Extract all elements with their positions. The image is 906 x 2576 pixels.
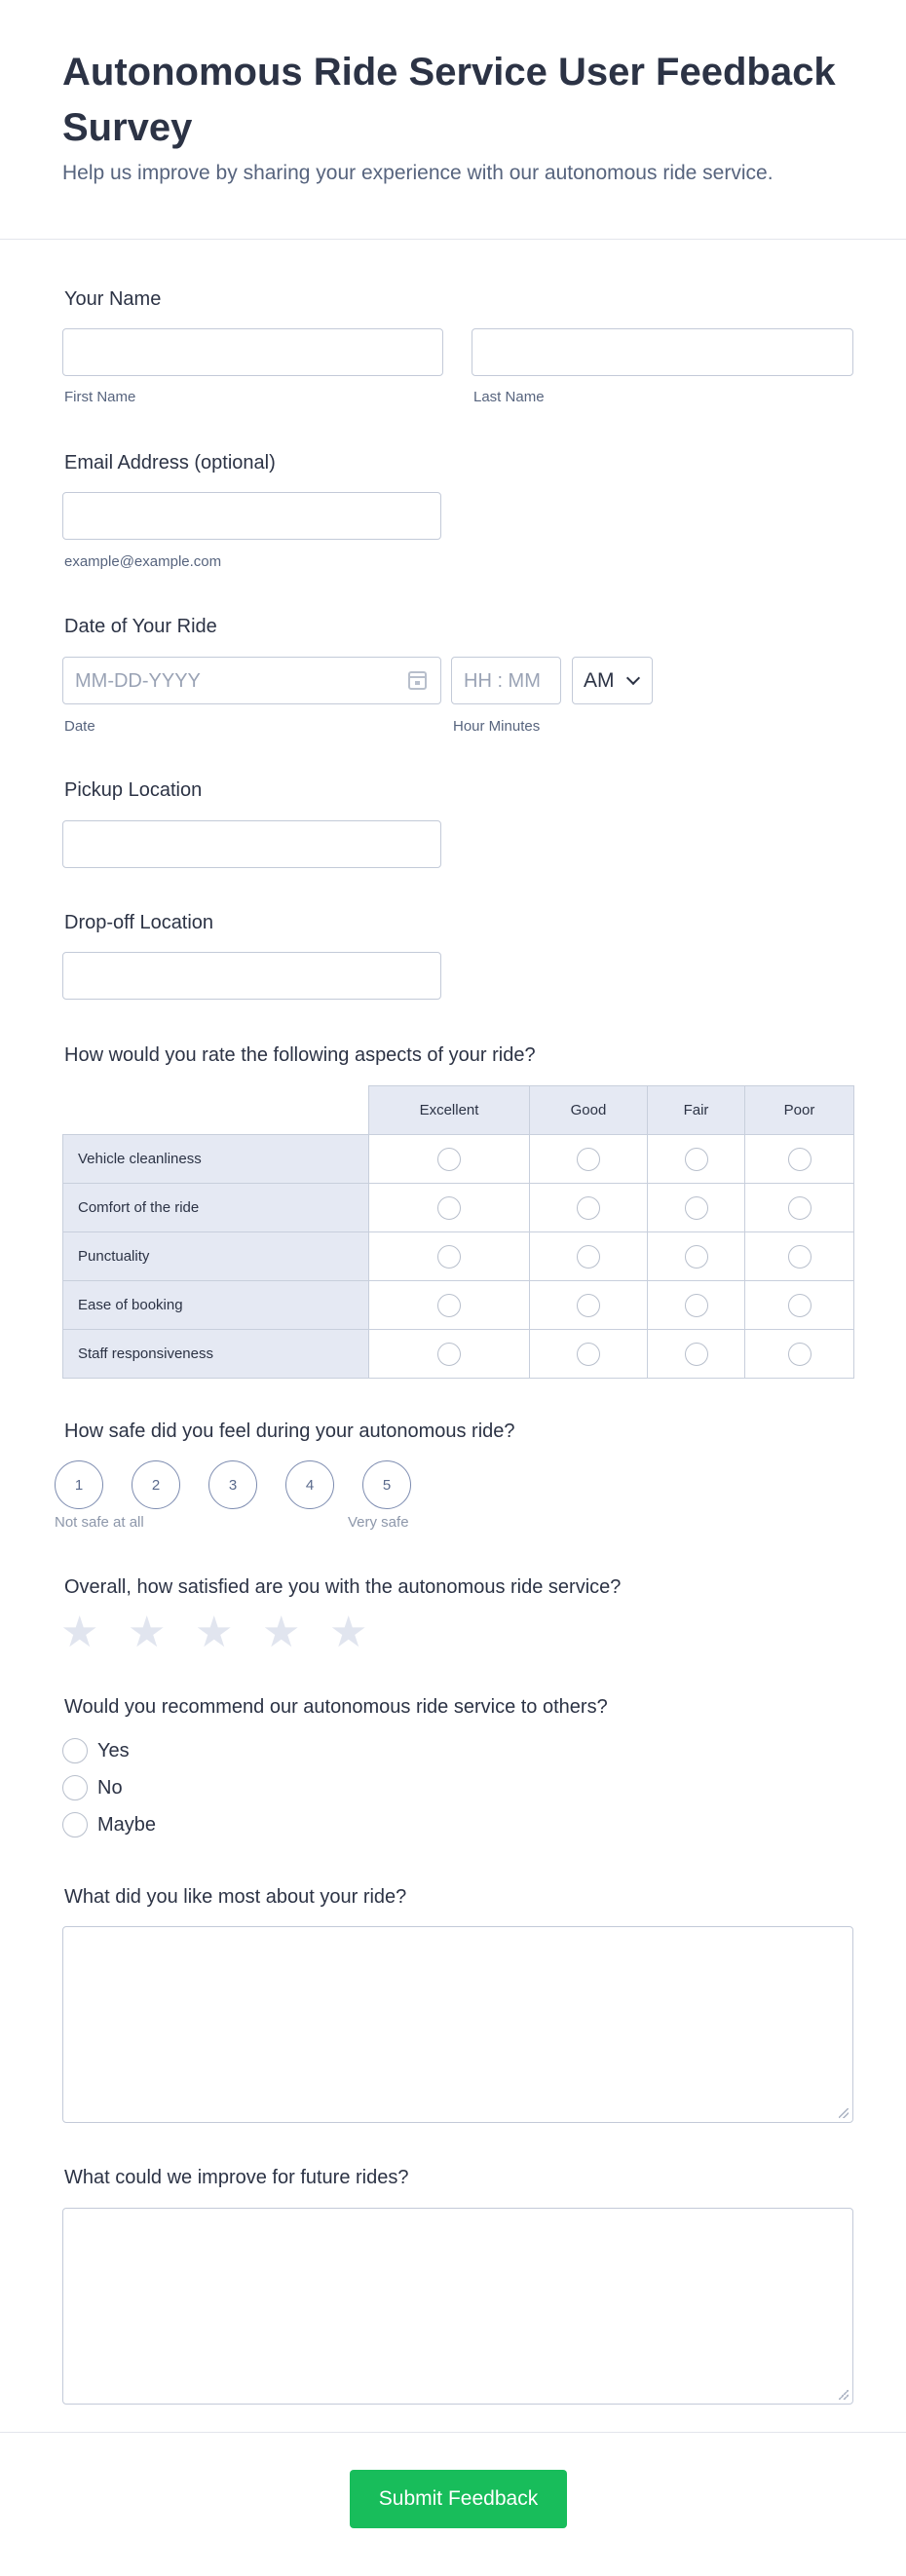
submit-button[interactable]: Submit Feedback <box>350 2470 567 2528</box>
matrix-row <box>63 1184 854 1232</box>
liked-most-label: What did you like most about your ride? <box>64 1886 407 1908</box>
matrix-row-label: Comfort of the ride <box>63 1184 369 1232</box>
star-icon[interactable]: ★ <box>128 1609 167 1656</box>
matrix-cell <box>530 1135 648 1184</box>
matrix-cell <box>530 1184 648 1232</box>
calendar-icon[interactable] <box>408 671 427 690</box>
matrix-row-label: Staff responsiveness <box>63 1330 369 1379</box>
matrix-cell <box>369 1232 530 1281</box>
scale-high-caption: Very safe <box>348 1514 409 1531</box>
matrix-row <box>63 1232 854 1281</box>
matrix-column-header: Poor <box>745 1086 854 1135</box>
page-subtitle: Help us improve by sharing your experience with our autonomous ride service. <box>62 162 774 184</box>
matrix-column-header: Good <box>530 1086 648 1135</box>
matrix-cell <box>530 1232 648 1281</box>
matrix-radio[interactable] <box>577 1294 600 1317</box>
matrix-cell <box>369 1281 530 1330</box>
matrix-radio[interactable] <box>788 1343 812 1366</box>
star-icon[interactable]: ★ <box>60 1609 99 1656</box>
scale-option-2[interactable]: 2 <box>132 1460 180 1509</box>
matrix-row <box>63 1330 854 1379</box>
date-placeholder: MM-DD-YYYY <box>75 670 201 692</box>
recommend-option-label[interactable]: Maybe <box>97 1814 157 1836</box>
recommend-radio[interactable] <box>62 1775 88 1800</box>
matrix-row-label: Punctuality <box>63 1232 369 1281</box>
matrix-cell <box>369 1330 530 1379</box>
matrix-radio[interactable] <box>577 1343 600 1366</box>
last-name-input[interactable] <box>472 328 853 376</box>
matrix-cell <box>530 1330 648 1379</box>
matrix-column-header: Excellent <box>369 1086 530 1135</box>
pickup-label: Pickup Location <box>64 779 203 801</box>
dropoff-input[interactable] <box>62 952 441 1000</box>
matrix-radio[interactable] <box>577 1245 600 1269</box>
date-sublabel: Date <box>64 718 95 735</box>
email-label: Email Address (optional) <box>64 452 276 474</box>
rating-matrix <box>62 1085 854 1379</box>
matrix-cell <box>648 1135 745 1184</box>
matrix-cell <box>745 1330 854 1379</box>
matrix-radio[interactable] <box>437 1196 461 1220</box>
matrix-radio[interactable] <box>437 1294 461 1317</box>
safety-question: How safe did you feel during your autonomous ride? <box>64 1421 515 1442</box>
scale-option-1[interactable]: 1 <box>55 1460 103 1509</box>
chevron-down-icon <box>626 671 640 685</box>
footer-divider <box>0 2432 906 2433</box>
matrix-radio[interactable] <box>788 1196 812 1220</box>
matrix-radio[interactable] <box>437 1245 461 1269</box>
recommend-option-label[interactable]: Yes <box>97 1740 130 1762</box>
matrix-corner <box>63 1086 369 1135</box>
recommend-question: Would you recommend our autonomous ride service to others? <box>64 1696 608 1718</box>
scale-option-4[interactable]: 4 <box>285 1460 334 1509</box>
matrix-radio[interactable] <box>437 1343 461 1366</box>
matrix-cell <box>745 1232 854 1281</box>
matrix-radio[interactable] <box>577 1196 600 1220</box>
improve-label: What could we improve for future rides? <box>64 2167 409 2188</box>
first-name-sublabel: First Name <box>64 389 136 405</box>
satisfaction-question: Overall, how satisfied are you with the autonomous ride service? <box>64 1576 622 1598</box>
time-sublabel: Hour Minutes <box>453 718 541 735</box>
improve-textarea[interactable] <box>62 2208 853 2405</box>
dropoff-label: Drop-off Location <box>64 912 214 933</box>
matrix-radio[interactable] <box>788 1148 812 1171</box>
matrix-radio[interactable] <box>685 1294 708 1317</box>
matrix-radio[interactable] <box>685 1245 708 1269</box>
matrix-cell <box>648 1330 745 1379</box>
ampm-value: AM <box>584 669 615 692</box>
scale-option-5[interactable]: 5 <box>362 1460 411 1509</box>
matrix-cell <box>648 1232 745 1281</box>
matrix-radio[interactable] <box>788 1294 812 1317</box>
date-input[interactable] <box>62 657 441 704</box>
star-icon[interactable]: ★ <box>195 1609 234 1656</box>
matrix-radio[interactable] <box>437 1148 461 1171</box>
matrix-cell <box>648 1281 745 1330</box>
matrix-radio[interactable] <box>685 1196 708 1220</box>
matrix-cell <box>369 1184 530 1232</box>
matrix-column-header: Fair <box>648 1086 745 1135</box>
recommend-radio[interactable] <box>62 1812 88 1837</box>
matrix-cell <box>530 1281 648 1330</box>
last-name-sublabel: Last Name <box>473 389 545 405</box>
rating-question: How would you rate the following aspects of your ride? <box>64 1044 536 1066</box>
matrix-radio[interactable] <box>685 1343 708 1366</box>
time-placeholder: HH : MM <box>464 670 541 692</box>
matrix-radio[interactable] <box>788 1245 812 1269</box>
name-label: Your Name <box>64 288 162 310</box>
matrix-cell <box>369 1135 530 1184</box>
resize-handle-icon[interactable] <box>839 2108 849 2118</box>
matrix-radio[interactable] <box>685 1148 708 1171</box>
liked-most-textarea[interactable] <box>62 1926 853 2123</box>
scale-low-caption: Not safe at all <box>55 1514 144 1531</box>
matrix-cell <box>745 1184 854 1232</box>
star-icon[interactable]: ★ <box>262 1609 301 1656</box>
first-name-input[interactable] <box>62 328 443 376</box>
recommend-radio[interactable] <box>62 1738 88 1763</box>
email-input[interactable] <box>62 492 441 540</box>
matrix-row-label: Vehicle cleanliness <box>63 1135 369 1184</box>
recommend-option-label[interactable]: No <box>97 1777 123 1799</box>
ride-date-label: Date of Your Ride <box>64 616 217 637</box>
matrix-radio[interactable] <box>577 1148 600 1171</box>
scale-option-3[interactable]: 3 <box>208 1460 257 1509</box>
matrix-cell <box>745 1281 854 1330</box>
matrix-row <box>63 1281 854 1330</box>
matrix-cell <box>745 1135 854 1184</box>
matrix-row <box>63 1135 854 1184</box>
matrix-row-label: Ease of booking <box>63 1281 369 1330</box>
star-icon[interactable]: ★ <box>329 1609 368 1656</box>
email-sublabel: example@example.com <box>64 553 222 570</box>
form-header <box>0 0 906 240</box>
ampm-select[interactable] <box>572 657 653 704</box>
time-input[interactable] <box>451 657 561 704</box>
page-title: Autonomous Ride Service User Feedback Survey <box>62 51 836 149</box>
pickup-input[interactable] <box>62 820 441 868</box>
resize-handle-icon[interactable] <box>839 2390 849 2400</box>
matrix-cell <box>648 1184 745 1232</box>
